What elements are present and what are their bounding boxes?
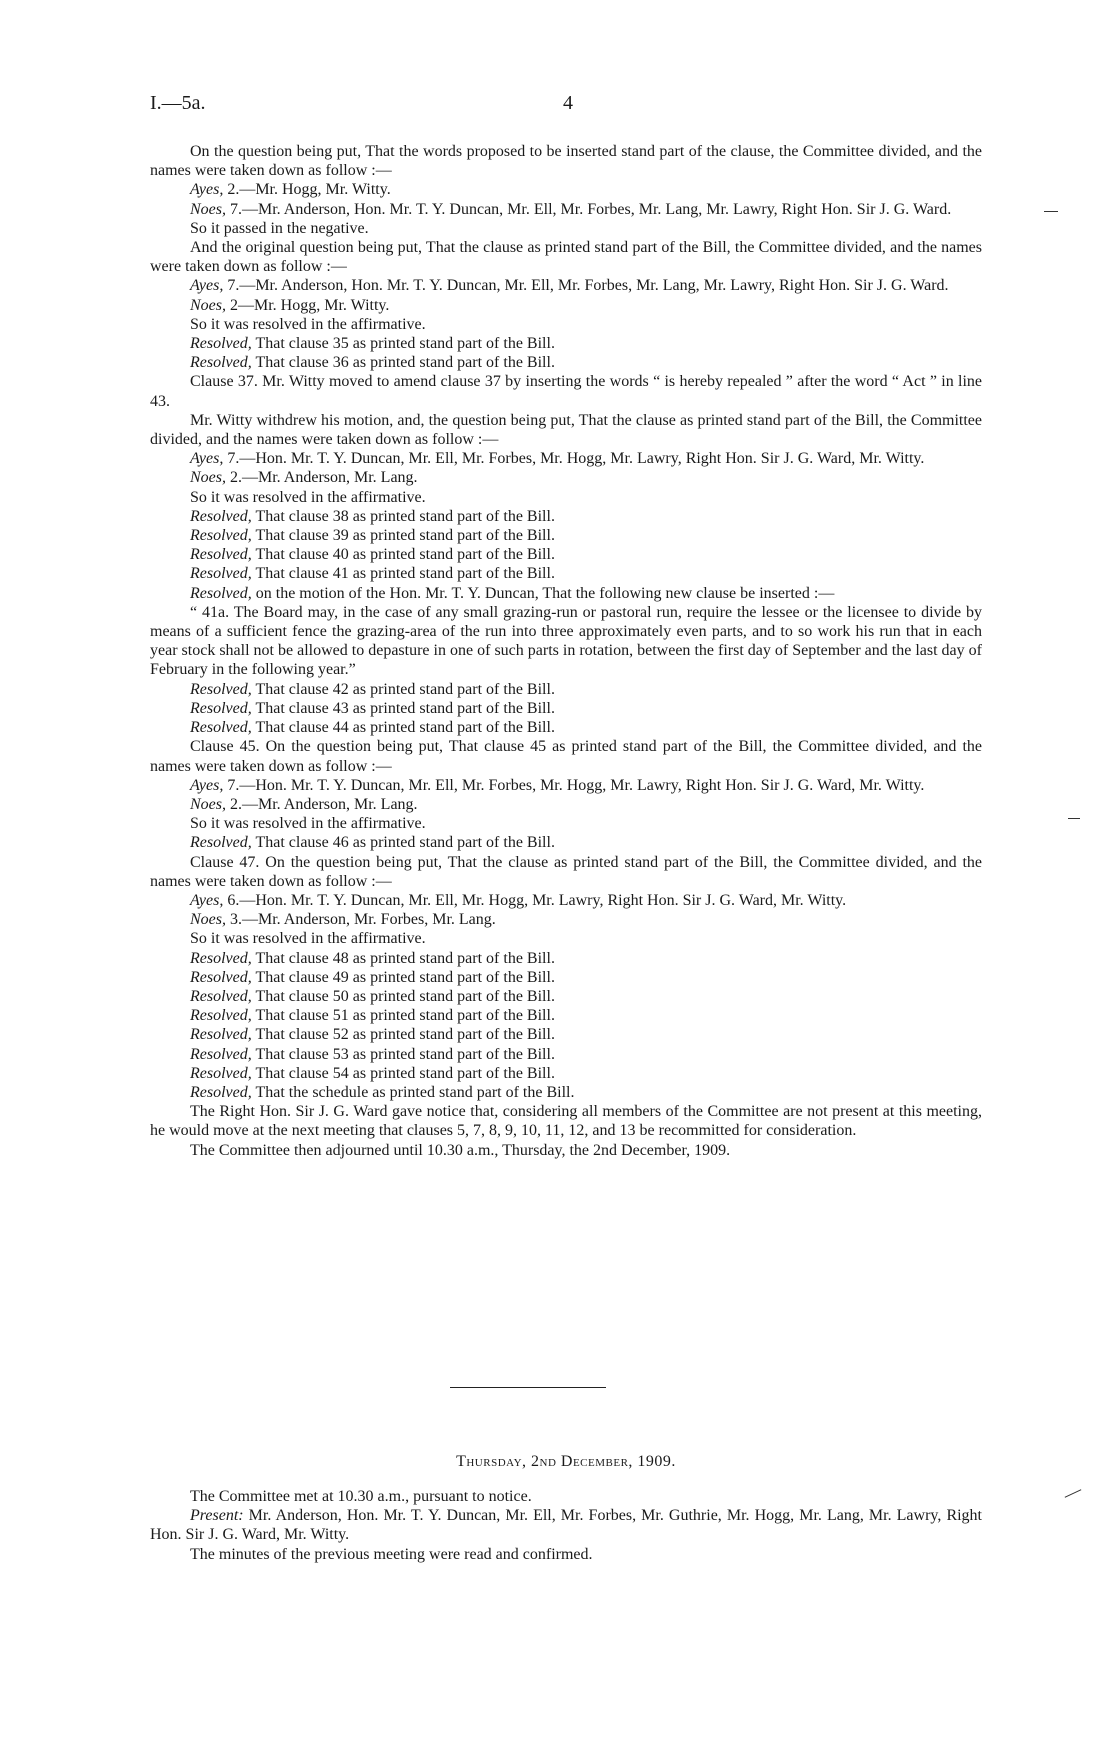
minute-paragraph [150,545,982,564]
paragraph-label: Ayes, [190,450,224,468]
paragraph-text: That clause 36 as printed stand part of the Bill. [251,354,555,372]
paragraph-label: Resolved, [190,680,252,698]
minutes-body [150,142,982,1160]
paragraph-label: Resolved, [190,354,252,372]
paragraph-label: Resolved, [190,527,252,545]
paragraph-text: So it passed in the negative. [190,219,369,237]
paragraph-label: Present: [190,1507,244,1525]
paragraph-text: That clause 38 as printed stand part of the Bill. [251,507,555,525]
paragraph-text: That clause 40 as printed stand part of the Bill. [251,546,555,564]
minute-paragraph [150,315,982,334]
minute-paragraph [150,276,982,295]
paragraph-label: Resolved, [190,1064,252,1082]
paragraph-text: 7.—Hon. Mr. T. Y. Duncan, Mr. Ell, Mr. Forbes, Mr. Hogg, Mr. Lawry, Right Hon. Sir J. G. Ward, Mr. Witty. [223,450,925,468]
paragraph-label: Resolved, [190,834,252,852]
second-meeting-body [150,1487,982,1564]
paragraph-text: That clause 54 as printed stand part of the Bill. [251,1064,555,1082]
paragraph-text: That clause 49 as printed stand part of the Bill. [251,968,555,986]
minute-paragraph [150,1064,982,1083]
paragraph-label: Resolved, [190,507,252,525]
minute-paragraph [150,949,982,968]
paragraph-label: Resolved, [190,546,252,564]
minute-paragraph [150,737,982,775]
minute-paragraph [150,968,982,987]
paragraph-text: 2.—Mr. Anderson, Mr. Lang. [226,795,418,813]
minute-paragraph [150,468,982,487]
paragraph-label: Resolved, [190,968,252,986]
page-header [150,92,970,122]
paragraph-label: Noes, [190,469,226,487]
paragraph-text: On the question being put, That the words proposed to be inserted stand part of the clause, the Committee divided, and the names were taken down as follow :— [150,143,982,180]
paragraph-text: So it was resolved in the affirmative. [190,315,426,333]
paragraph-text: That clause 44 as printed stand part of the Bill. [251,719,555,737]
paragraph-text: 3.—Mr. Anderson, Mr. Forbes, Mr. Lang. [226,911,496,929]
paragraph-text: on the motion of the Hon. Mr. T. Y. Duncan, That the following new clause be inserted :— [251,584,835,602]
paragraph-text: 7.—Hon. Mr. T. Y. Duncan, Mr. Ell, Mr. Forbes, Mr. Hogg, Mr. Lawry, Right Hon. Sir J. G. Ward, Mr. Witty. [223,776,925,794]
minute-paragraph [150,929,982,948]
minute-paragraph [150,891,982,910]
minute-paragraph [150,488,982,507]
minute-paragraph [150,603,982,680]
minute-paragraph [150,180,982,199]
paragraph-text: Clause 37. Mr. Witty moved to amend clause 37 by inserting the words “ is hereby repealed ” after the word “ Act ” in line 43. [150,373,982,410]
minute-paragraph [150,526,982,545]
paragraph-text: That clause 51 as printed stand part of the Bill. [251,1007,555,1025]
paragraph-label: Noes, [190,296,226,314]
section-divider [450,1387,606,1388]
paragraph-text: “ 41a. The Board may, in the case of any small grazing-run or pastoral run, require the lessee or the licensee to divide by means of a sufficient fence the grazing-area of the run into three approximately even parts, and to so work his run that in each year stock shall not be allowed to depasture in one of such parts in rotation, between the first day of September and the last day of February in the following year.” [150,603,982,679]
minute-paragraph [150,718,982,737]
paragraph-text: 7.—Mr. Anderson, Hon. Mr. T. Y. Duncan, Mr. Ell, Mr. Forbes, Mr. Lang, Mr. Lawry, Right Hon. Sir J. G. Ward. [226,200,952,218]
paragraph-text: That clause 41 as printed stand part of the Bill. [251,565,555,583]
minute-paragraph [150,1506,982,1544]
minute-paragraph [150,1487,982,1506]
paragraph-text: So it was resolved in the affirmative. [190,930,426,948]
paragraph-text: 2.—Mr. Anderson, Mr. Lang. [226,469,418,487]
minute-paragraph [150,776,982,795]
minute-paragraph [150,200,982,219]
paragraph-label: Ayes, [190,891,224,909]
minute-paragraph [150,142,982,180]
minute-paragraph [150,1025,982,1044]
minute-paragraph [150,1545,982,1564]
paragraph-text: That clause 52 as printed stand part of the Bill. [251,1026,555,1044]
paragraph-text: That clause 42 as printed stand part of the Bill. [251,680,555,698]
minute-paragraph [150,296,982,315]
paragraph-text: Mr. Anderson, Hon. Mr. T. Y. Duncan, Mr. Ell, Mr. Forbes, Mr. Guthrie, Mr. Hogg, Mr. Lang, Mr. Lawry, Right Hon. Sir J. G. Ward, Mr. Witty. [150,1507,982,1544]
paragraph-text: 6.—Hon. Mr. T. Y. Duncan, Mr. Ell, Mr. Hogg, Mr. Lawry, Right Hon. Sir J. G. Ward, Mr. Witty. [223,891,847,909]
paragraph-text: The Committee then adjourned until 10.30 a.m., Thursday, the 2nd December, 1909. [190,1141,731,1159]
paragraph-label: Resolved, [190,1007,252,1025]
minute-paragraph [150,238,982,276]
paragraph-text: That clause 35 as printed stand part of the Bill. [251,335,555,353]
minute-paragraph [150,219,982,238]
paragraph-text: That clause 53 as printed stand part of the Bill. [251,1045,555,1063]
minute-paragraph [150,411,982,449]
minute-paragraph [150,449,982,468]
page-number: 4 [563,92,573,114]
paragraph-label: Ayes, [190,277,224,295]
minute-paragraph [150,334,982,353]
paragraph-label: Resolved, [190,565,252,583]
paragraph-text: 2—Mr. Hogg, Mr. Witty. [226,296,390,314]
minute-paragraph [150,564,982,583]
paragraph-text: 2.—Mr. Hogg, Mr. Witty. [223,181,391,199]
minute-paragraph [150,1141,982,1160]
paragraph-label: Ayes, [190,181,224,199]
minute-paragraph [150,507,982,526]
paragraph-text: So it was resolved in the affirmative. [190,815,426,833]
minute-paragraph [150,699,982,718]
paragraph-text: Clause 47. On the question being put, That the clause as printed stand part of the Bill, the Committee divided, and the names were taken down as follow :— [150,853,982,890]
paragraph-label: Resolved, [190,949,252,967]
paragraph-text: 7.—Mr. Anderson, Hon. Mr. T. Y. Duncan, Mr. Ell, Mr. Forbes, Mr. Lang, Mr. Lawry, Right Hon. Sir J. G. Ward. [223,277,949,295]
paragraph-text: That clause 50 as printed stand part of the Bill. [251,987,555,1005]
paragraph-label: Resolved, [190,335,252,353]
paragraph-label: Resolved, [190,1045,252,1063]
minute-paragraph [150,584,982,603]
paragraph-text: That clause 39 as printed stand part of the Bill. [251,527,555,545]
meeting-date-heading: Thursday, 2nd December, 1909. [456,1453,676,1470]
minute-paragraph [150,353,982,372]
scan-mark [1044,211,1058,212]
paragraph-text: That clause 48 as printed stand part of the Bill. [251,949,555,967]
minute-paragraph [150,1102,982,1140]
paragraph-label: Ayes, [190,776,224,794]
minute-paragraph [150,987,982,1006]
minute-paragraph [150,795,982,814]
paragraph-label: Resolved, [190,699,252,717]
paragraph-label: Noes, [190,911,226,929]
paragraph-label: Resolved, [190,719,252,737]
paragraph-text: Clause 45. On the question being put, That clause 45 as printed stand part of the Bill, the Committee divided, and the names were taken down as follow :— [150,738,982,775]
paragraph-text: That clause 43 as printed stand part of the Bill. [251,699,555,717]
paragraph-label: Resolved, [190,987,252,1005]
paragraph-text: And the original question being put, That the clause as printed stand part of the Bill, the Committee divided, and the names were taken down as follow :— [150,239,982,276]
paragraph-label: Resolved, [190,1026,252,1044]
minute-paragraph [150,1006,982,1025]
scan-mark [1065,1489,1082,1498]
minute-paragraph [150,814,982,833]
document-reference: I.—5a. [150,92,206,114]
minute-paragraph [150,1083,982,1102]
paragraph-text: Mr. Witty withdrew his motion, and, the question being put, That the clause as printed stand part of the Bill, the Committee divided, and the names were taken down as follow :— [150,411,982,449]
paragraph-text: That the schedule as printed stand part of the Bill. [251,1083,575,1101]
paragraph-text: So it was resolved in the affirmative. [190,488,426,506]
scan-mark [1068,818,1080,819]
paragraph-label: Noes, [190,795,226,813]
minute-paragraph [150,680,982,699]
paragraph-text: That clause 46 as printed stand part of the Bill. [251,834,555,852]
paragraph-label: Resolved, [190,1083,252,1101]
minute-paragraph [150,1045,982,1064]
paragraph-label: Noes, [190,200,226,218]
paragraph-label: Resolved, [190,584,252,602]
minute-paragraph [150,372,982,410]
paragraph-text: The minutes of the previous meeting were read and confirmed. [190,1545,593,1563]
minute-paragraph [150,853,982,891]
minute-paragraph [150,910,982,929]
paragraph-text: The Right Hon. Sir J. G. Ward gave notice that, considering all members of the Committee are not present at this meeting, he would move at the next meeting that clauses 5, 7, 8, 9, 10, 11, 12, and 13 be recommitted for consideration. [150,1103,982,1140]
paragraph-text: The Committee met at 10.30 a.m., pursuant to notice. [190,1488,532,1505]
minute-paragraph [150,833,982,852]
